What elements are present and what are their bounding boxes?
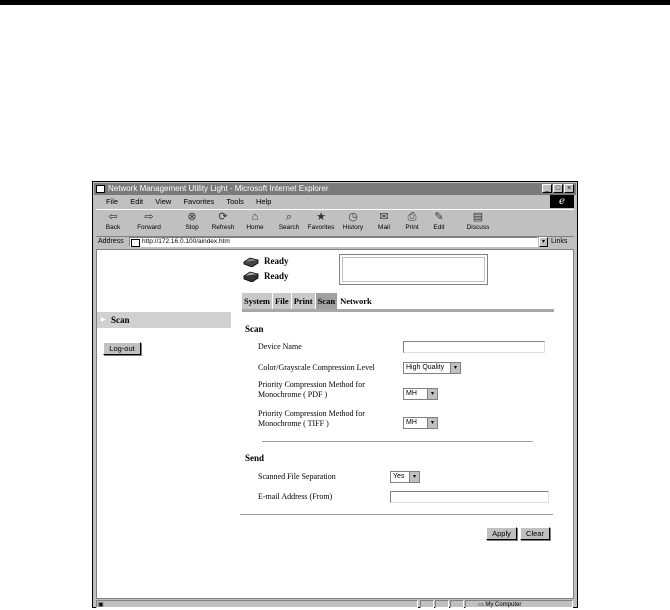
back-icon: ⇦ [108,211,118,223]
tab-system[interactable]: System [242,293,272,309]
status-cell-1 [420,600,434,608]
tab-file[interactable]: File [273,293,291,309]
page-done-icon: ▣ [98,602,104,608]
menu-file[interactable]: File [106,197,119,206]
minimize-button[interactable]: _ [542,184,552,193]
separation-select[interactable]: Yes ▾ [390,471,420,483]
status-cell-3 [450,600,464,608]
address-bar [96,236,574,248]
history-icon: ◷ [348,211,358,223]
favorites-icon: ★ [316,211,326,223]
window-title: Network Management Utility Light - Microsoft Internet Explorer [108,184,329,193]
refresh-icon: ⟳ [218,211,228,223]
status-message-box [339,254,488,285]
discuss-button[interactable]: ▤ Discuss [466,211,490,231]
print-icon: ⎙ [407,211,417,223]
back-button[interactable]: ⇦ Back [105,211,121,231]
chevron-down-icon: ▾ [409,472,419,482]
tab-print[interactable]: Print [292,293,315,309]
tiff-method-select[interactable]: MH ▾ [403,417,438,429]
separation-label: Scanned File Separation [258,472,336,481]
search-icon: ⌕ [285,211,293,223]
close-button[interactable]: × [564,184,574,193]
chevron-down-icon: ▾ [450,363,460,373]
stop-button[interactable]: ⊗ Stop [185,211,199,231]
menu-edit[interactable]: Edit [130,197,144,206]
device-name-input[interactable] [403,341,545,353]
printer-icon [242,256,260,267]
menu-tools[interactable]: Tools [226,197,244,206]
address-input[interactable] [129,237,538,247]
logout-button[interactable]: Log-out [103,342,141,355]
apply-button[interactable]: Apply [486,527,517,540]
email-input[interactable] [390,491,549,503]
status-text-cell [96,600,418,608]
compression-level-label: Color/Grayscale Compression Level [258,363,375,372]
clear-button[interactable]: Clear [520,527,550,540]
forward-button[interactable]: ⇨ Forward [137,211,161,231]
pdf-method-select[interactable]: MH ▾ [403,388,438,400]
status-line-1: Ready [242,254,354,268]
tab-network[interactable]: Network [340,296,372,306]
email-label: E-mail Address (From) [258,492,333,501]
home-button[interactable]: ⌂ Home [246,211,264,231]
history-button[interactable]: ◷ History [342,211,364,231]
home-icon: ⌂ [251,211,259,223]
edit-icon: ✎ [434,211,444,223]
mail-icon: ✉ [379,211,389,223]
browser-window [92,181,578,608]
toolbar [96,209,574,237]
mail-button[interactable]: ✉ Mail [378,211,390,231]
compression-level-select[interactable]: High Quality ▾ [403,362,461,374]
print-button[interactable]: ⎙ Print [405,211,419,231]
discuss-icon: ▤ [472,211,484,223]
edit-button[interactable]: ✎ Edit [433,211,445,231]
title-bar [94,183,576,195]
menu-view[interactable]: View [155,197,172,206]
address-dropdown-button[interactable]: ▾ [539,237,548,247]
search-button[interactable]: ⌕ Search [278,211,300,231]
scanner-icon [242,271,260,282]
address-url: http://172.16.0.100/aindex.htm [142,238,230,245]
chevron-down-icon: ▾ [427,389,437,399]
page-content [96,249,574,599]
stop-icon: ⊗ [187,211,197,223]
triangle-right-icon: ▶ [101,317,106,323]
send-section-title: Send [245,453,265,463]
status-bar [96,600,574,608]
forward-icon: ⇨ [144,211,154,223]
refresh-button[interactable]: ⟳ Refresh [211,211,235,231]
tab-underline [242,309,554,312]
status-cell-2 [435,600,449,608]
scan-section-title: Scan [245,324,264,334]
computer-icon: ▭ [478,602,484,608]
chevron-down-icon: ▾ [427,418,437,428]
status-line-2: Ready [242,269,354,283]
ie-logo-icon: e [550,195,574,208]
links-button[interactable]: Links [551,238,568,245]
ie-app-icon [96,185,105,193]
favorites-button[interactable]: ★ Favorites [307,211,335,231]
menu-help[interactable]: Help [255,197,272,206]
address-label: Address [98,238,124,245]
menu-favorites[interactable]: Favorites [183,197,215,206]
send-divider [240,514,553,515]
zone-cell: ▭ My Computer [465,600,573,608]
sidebar-item-scan[interactable]: ▶ Scan [97,312,231,328]
tab-bar [242,293,375,309]
page-top-rule [0,0,670,5]
tab-scan[interactable]: Scan [316,293,337,309]
scan-divider [262,441,533,442]
page-icon [131,239,140,247]
menu-bar [96,196,547,208]
device-name-label: Device Name [258,342,302,351]
maximize-button[interactable]: □ [553,184,563,193]
tiff-method-label: Priority Compression Method for Monochrome ( TIFF ) [258,409,365,428]
pdf-method-label: Priority Compression Method for Monochrome ( PDF ) [258,380,365,399]
